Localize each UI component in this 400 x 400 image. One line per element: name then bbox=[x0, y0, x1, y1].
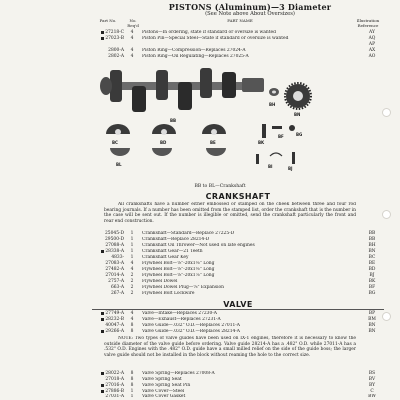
qty: 2 bbox=[130, 279, 134, 284]
illustration-ref: AY bbox=[369, 30, 375, 35]
crankshaft-paragraph: All crankshafts have a number either embossed or stamped on the cheek between three and four rod bearing journals. If a number has been omitted from the stamped list, order the crankshaft that is the number in the case will be sent out. If the number is illegible or omitted, send the crankshaft particularly the front and rear end construction. bbox=[104, 202, 356, 224]
new-part-marker bbox=[101, 384, 104, 387]
binder-hole bbox=[382, 108, 391, 117]
col-head-part-no: Part No. bbox=[99, 18, 117, 23]
svg-text:BL: BL bbox=[116, 162, 122, 167]
part-description: Valve Cover—Steel bbox=[142, 389, 185, 394]
illustration-ref: AP bbox=[368, 42, 376, 47]
qty: 8 bbox=[130, 377, 134, 382]
part-number: 27014-A bbox=[105, 273, 124, 278]
part-description: Piston Pin—Special Steel—State if standard or oversize is wanted bbox=[142, 36, 289, 41]
part-number: 29266-A bbox=[92, 329, 124, 335]
illustration-ref: C bbox=[370, 389, 374, 394]
illustration-ref: BB bbox=[368, 231, 376, 236]
qty: 4 bbox=[130, 48, 134, 53]
illustration-caption: BB to BL—Crankshaft bbox=[194, 184, 246, 189]
part-description: Crankshaft—Standard—Replace 27225-D bbox=[142, 231, 235, 236]
crankshaft-drawing bbox=[100, 68, 264, 112]
illustration-ref: BP bbox=[368, 311, 376, 316]
crankshaft-illustration bbox=[92, 64, 318, 182]
part-number: 28338-A bbox=[92, 249, 124, 255]
part-number: 27031-A bbox=[105, 394, 124, 399]
qty: 1 bbox=[130, 389, 134, 394]
part-description: Crankshaft Gear Key bbox=[142, 255, 189, 260]
part-number: 27218-C bbox=[92, 30, 124, 36]
illustration-ref: BG bbox=[368, 291, 376, 296]
qty: 1 bbox=[130, 394, 134, 399]
qty: 4 bbox=[130, 267, 134, 272]
svg-text:BN: BN bbox=[294, 112, 301, 117]
part-description: Valve Guide—.032" O.D.—Replaces 27011-A bbox=[142, 323, 240, 328]
illustration-ref: BF bbox=[368, 285, 376, 290]
part-description: Valve Spring Seat bbox=[142, 377, 182, 382]
illustration-ref: BC bbox=[368, 255, 376, 260]
qty: 4 bbox=[130, 36, 134, 41]
new-part-marker bbox=[101, 31, 104, 34]
part-number: 40047-A bbox=[105, 323, 124, 328]
illustration-ref: BN bbox=[368, 323, 376, 328]
svg-text:BF: BF bbox=[278, 134, 284, 139]
part-description: Valve Cover Gasket bbox=[142, 394, 186, 399]
qty: 4 bbox=[130, 54, 134, 59]
part-description: Piston Ring—Compression—Replaces 27024-A bbox=[142, 48, 246, 53]
svg-text:BH: BH bbox=[269, 102, 276, 107]
part-number: 4833- bbox=[111, 255, 124, 260]
part-number: 27018-A bbox=[105, 377, 124, 382]
illustration-ref: AO bbox=[368, 54, 376, 59]
new-part-marker bbox=[101, 312, 104, 315]
part-description: Flywheel Bolt—⅝"-20x1⅞" Long bbox=[142, 273, 215, 278]
svg-text:BG: BG bbox=[296, 132, 303, 137]
qty: 1 bbox=[130, 255, 134, 260]
illustration-ref: BE bbox=[368, 261, 376, 266]
part-number: 27016-A bbox=[92, 383, 124, 389]
col-head-part-name: PART NAME bbox=[227, 18, 253, 23]
part-number: 27023-B bbox=[92, 36, 124, 42]
part-description: Crankshaft—Replace 28214-D bbox=[142, 237, 210, 242]
col-head-qty: No. Req'd bbox=[127, 18, 139, 28]
part-description: Valve—Intake—Replaces 27230-A bbox=[142, 311, 217, 316]
illustration-ref: BD bbox=[368, 267, 376, 272]
illustration-ref: BJ bbox=[369, 273, 375, 278]
part-number: 28232-B bbox=[92, 317, 124, 323]
qty: 1 bbox=[130, 231, 134, 236]
binder-hole bbox=[382, 210, 391, 219]
part-number: 27083-A bbox=[105, 261, 124, 266]
svg-text:BI: BI bbox=[268, 164, 273, 169]
page-subtitle: (See Note above About Oversizes) bbox=[205, 11, 295, 17]
part-number: 267-A bbox=[110, 291, 124, 296]
section-heading-crankshaft: CRANKSHAFT bbox=[205, 192, 271, 201]
svg-text:BD: BD bbox=[160, 140, 167, 145]
svg-text:BB: BB bbox=[170, 118, 177, 123]
divider bbox=[92, 309, 384, 310]
part-number: 29500-D bbox=[105, 237, 124, 242]
illustration-ref: BM bbox=[368, 317, 376, 322]
table-row bbox=[92, 291, 384, 297]
part-description: Flywheel Bolt Lockwire bbox=[142, 291, 195, 296]
part-number: 663-A bbox=[110, 285, 124, 290]
qty: 1 bbox=[130, 237, 134, 242]
new-part-marker bbox=[101, 330, 104, 333]
part-number: 2800-A bbox=[108, 48, 124, 53]
table-row bbox=[92, 394, 384, 400]
part-number: 2757-A bbox=[108, 279, 124, 284]
part-number: 27482-A bbox=[105, 267, 124, 272]
part-number: 27749-A bbox=[92, 311, 124, 317]
qty: 2 bbox=[130, 285, 134, 290]
qty: 4 bbox=[130, 311, 134, 316]
part-number: 27886-B bbox=[92, 389, 124, 395]
part-description: Valve—Exhaust—Replaces 27231-A bbox=[142, 317, 221, 322]
part-description: Flywheel Bolt—⅝"-20x1⅛" Long bbox=[142, 267, 215, 272]
section-heading-valve: VALVE bbox=[223, 300, 253, 309]
qty: 1 bbox=[130, 249, 134, 254]
table-row bbox=[92, 54, 384, 60]
svg-text:BJ: BJ bbox=[288, 166, 293, 171]
new-part-marker bbox=[101, 37, 104, 40]
qty: 2 bbox=[130, 273, 134, 278]
new-part-marker bbox=[101, 318, 104, 321]
part-description: Pistons—In ordering, state if standard or oversize is wanted bbox=[142, 30, 276, 35]
svg-text:BK: BK bbox=[258, 140, 265, 145]
illustration-ref: BN bbox=[368, 329, 376, 334]
crankshaft-gear-drawing bbox=[285, 83, 311, 109]
new-part-marker bbox=[101, 390, 104, 393]
qty: 1 bbox=[130, 243, 134, 248]
page-title: PISTONS (Aluminum)—3 Diameter bbox=[168, 2, 332, 12]
part-description: Flywheel Dowel Plug—⅝" Expansion bbox=[142, 285, 224, 290]
illustration-ref: BV bbox=[368, 377, 376, 382]
illustration-ref: BY bbox=[368, 383, 376, 388]
part-number: 25045-D bbox=[105, 231, 124, 236]
qty: 2 bbox=[130, 291, 134, 296]
part-number: 28022-A bbox=[92, 371, 124, 377]
table-row bbox=[92, 329, 384, 335]
part-number: 27088-A bbox=[105, 243, 124, 248]
valve-guide-note: NOTE: Two types of valve guides have been used on IX-1 engines, therefore it is necessary to know the outside diameter of the valve guide before ordering. Valve guide 28214-A has a .482" O.D. while 27011-A has a .532" O.D. Engines with the .482" O.D. guide have a small milled relief on the side of the guide boss; the larger valve guide should not be installed in the block without reaming the hole to the correct size. bbox=[104, 336, 356, 358]
qty: 8 bbox=[130, 323, 134, 328]
illustration-ref: BH bbox=[368, 243, 376, 248]
qty: 4 bbox=[130, 317, 134, 322]
part-description: Piston Ring—Oil Regulating—Replaces 27025-A bbox=[142, 54, 249, 59]
svg-text:BC: BC bbox=[112, 140, 118, 145]
qty: 4 bbox=[130, 30, 134, 35]
illustration-ref: AQ bbox=[368, 36, 376, 41]
new-part-marker bbox=[101, 372, 104, 375]
qty: 8 bbox=[130, 383, 134, 388]
part-description: Flywheel Dowel bbox=[142, 279, 178, 284]
oil-thrower-drawing bbox=[269, 88, 279, 96]
part-description: Crankshaft Gear—21 Teeth bbox=[142, 249, 203, 254]
qty: 8 bbox=[130, 371, 134, 376]
part-description: Valve Guide—.032" O.D.—Replaces 28214-A bbox=[142, 329, 240, 334]
illustration-ref: BW bbox=[368, 394, 376, 399]
part-description: Valve Spring—Replaces 27008-A bbox=[142, 371, 215, 376]
qty: 4 bbox=[130, 261, 134, 266]
svg-text:BE: BE bbox=[210, 140, 216, 145]
illustration-ref: AX bbox=[368, 48, 376, 53]
illustration-ref: BK bbox=[368, 279, 376, 284]
illustration-ref: BB bbox=[368, 237, 376, 242]
binder-hole bbox=[382, 312, 391, 321]
col-head-ref: Illustration Reference bbox=[356, 18, 380, 28]
new-part-marker bbox=[101, 250, 104, 253]
illustration-ref: BS bbox=[368, 371, 376, 376]
part-number: 2802-A bbox=[108, 54, 124, 59]
part-description: Valve Spring Seat Pin bbox=[142, 383, 191, 388]
part-description: Flywheel Bolt—⅝"-20x1⅛" Long bbox=[142, 261, 215, 266]
qty: 8 bbox=[130, 329, 134, 334]
part-description: Crankshaft Oil Thrower—Not used on late engines bbox=[142, 243, 255, 248]
illustration-ref: BN bbox=[368, 249, 376, 254]
